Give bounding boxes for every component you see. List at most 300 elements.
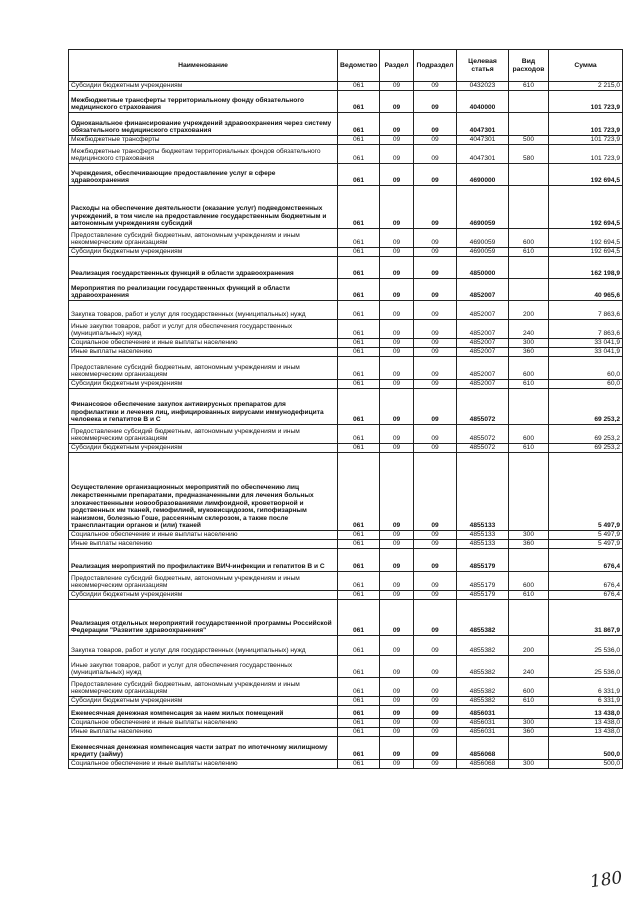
cell-sum: 101 723,9 (549, 113, 623, 136)
cell-subsection: 09 (414, 591, 457, 600)
cell-name: Предоставление субсидий бюджетным, автономным учреждениям и иным некоммерческим организациям (69, 678, 338, 697)
cell-expense-type (509, 257, 549, 279)
cell-department: 061 (338, 540, 380, 549)
cell-department: 061 (338, 91, 380, 113)
cell-sum: 5 497,9 (549, 531, 623, 540)
cell-department: 061 (338, 279, 380, 301)
cell-sum: 60,0 (549, 357, 623, 380)
cell-name: Социальное обеспечение и иные выплаты населению (69, 719, 338, 728)
cell-subsection: 09 (414, 760, 457, 769)
cell-section: 09 (380, 591, 414, 600)
cell-sum: 192 694,5 (549, 186, 623, 229)
cell-sum: 25 536,0 (549, 656, 623, 678)
cell-section: 09 (380, 348, 414, 357)
cell-department: 061 (338, 301, 380, 320)
cell-subsection: 09 (414, 719, 457, 728)
cell-expense-type: 600 (509, 678, 549, 697)
cell-target-article: 4856031 (457, 719, 509, 728)
cell-department: 061 (338, 728, 380, 737)
cell-target-article: 4690000 (457, 164, 509, 186)
cell-expense-type (509, 600, 549, 636)
table-row (69, 600, 623, 636)
cell-name: Межбюджетные трансферты территориальному фонду обязательного медицинского страхования (69, 91, 338, 113)
cell-section: 09 (380, 320, 414, 339)
cell-target-article: 4855382 (457, 600, 509, 636)
cell-name: Осуществление организационных мероприятий по обеспечению лиц лекарственными препаратами, предназначенными для лечения больных злокачественными новообразованиями лимфоидной, кроветворной и родственных им тканей, гемофилией, муковисцидозом, гипофизарным нанизмом, болезнью Гоше, рассеянным склерозом, а также после трансплантации органов и (или) тканей (69, 453, 338, 531)
cell-target-article: 4852007 (457, 301, 509, 320)
cell-section: 09 (380, 279, 414, 301)
cell-subsection: 09 (414, 229, 457, 248)
cell-target-article: 4855179 (457, 549, 509, 572)
cell-expense-type (509, 737, 549, 760)
cell-subsection: 09 (414, 728, 457, 737)
cell-subsection: 09 (414, 706, 457, 719)
cell-target-article: 4855382 (457, 678, 509, 697)
cell-subsection: 09 (414, 572, 457, 591)
cell-sum: 6 331,9 (549, 678, 623, 697)
cell-department: 061 (338, 636, 380, 656)
cell-subsection: 09 (414, 136, 457, 145)
cell-section: 09 (380, 380, 414, 389)
cell-name: Предоставление субсидий бюджетным, автономным учреждениям и иным некоммерческим организациям (69, 425, 338, 444)
cell-expense-type: 360 (509, 728, 549, 737)
cell-subsection: 09 (414, 357, 457, 380)
cell-department: 061 (338, 572, 380, 591)
cell-section: 09 (380, 339, 414, 348)
table-row (69, 549, 623, 572)
cell-sum: 162 198,9 (549, 257, 623, 279)
cell-subsection: 09 (414, 164, 457, 186)
cell-target-article: 4855179 (457, 572, 509, 591)
cell-department: 061 (338, 348, 380, 357)
cell-department: 061 (338, 656, 380, 678)
cell-expense-type: 610 (509, 591, 549, 600)
table-row (69, 339, 623, 348)
cell-sum: 101 723,9 (549, 91, 623, 113)
cell-subsection: 09 (414, 320, 457, 339)
cell-expense-type (509, 389, 549, 425)
cell-expense-type (509, 453, 549, 531)
cell-expense-type: 600 (509, 357, 549, 380)
table-row (69, 656, 623, 678)
cell-section: 09 (380, 678, 414, 697)
cell-department: 061 (338, 444, 380, 453)
table-row (69, 248, 623, 257)
table-row (69, 82, 623, 91)
cell-sum: 13 438,0 (549, 719, 623, 728)
cell-name: Реализация государственных функций в области здравоохранения (69, 257, 338, 279)
cell-sum: 69 253,2 (549, 425, 623, 444)
cell-expense-type (509, 164, 549, 186)
table-row (69, 760, 623, 769)
cell-section: 09 (380, 229, 414, 248)
cell-sum: 69 253,2 (549, 444, 623, 453)
table-row (69, 636, 623, 656)
table-row (69, 591, 623, 600)
cell-expense-type: 200 (509, 301, 549, 320)
cell-sum: 25 536,0 (549, 636, 623, 656)
cell-name: Учреждения, обеспечивающие предоставление услуг в сфере здравоохранения (69, 164, 338, 186)
cell-subsection: 09 (414, 339, 457, 348)
cell-subsection: 09 (414, 257, 457, 279)
cell-sum: 192 694,5 (549, 229, 623, 248)
cell-section: 09 (380, 136, 414, 145)
table-row (69, 719, 623, 728)
cell-name: Одноканальное финансирование учреждений здравоохранения через систему обязательного медицинского страхования (69, 113, 338, 136)
header-sum: Сумма (549, 50, 623, 82)
cell-section: 09 (380, 444, 414, 453)
cell-section: 09 (380, 600, 414, 636)
cell-expense-type: 200 (509, 636, 549, 656)
cell-section: 09 (380, 540, 414, 549)
cell-department: 061 (338, 136, 380, 145)
cell-target-article: 4852007 (457, 320, 509, 339)
cell-department: 061 (338, 389, 380, 425)
cell-name: Финансовое обеспечение закупок антивирусных препаратов для профилактики и лечения лиц, инфицированных вирусами иммунодефицита человека и гепатитов В и С (69, 389, 338, 425)
table-row (69, 444, 623, 453)
cell-expense-type: 610 (509, 82, 549, 91)
cell-target-article: 4852007 (457, 339, 509, 348)
table-body (69, 82, 623, 769)
cell-department: 061 (338, 357, 380, 380)
cell-name: Субсидии бюджетным учреждениям (69, 444, 338, 453)
cell-sum: 500,0 (549, 737, 623, 760)
cell-name: Мероприятия по реализации государственных функций в области здравоохранения (69, 279, 338, 301)
table-row (69, 136, 623, 145)
cell-expense-type: 240 (509, 656, 549, 678)
cell-target-article: 4690059 (457, 248, 509, 257)
cell-expense-type: 610 (509, 248, 549, 257)
cell-sum: 31 867,9 (549, 600, 623, 636)
cell-department: 061 (338, 164, 380, 186)
cell-section: 09 (380, 113, 414, 136)
cell-department: 061 (338, 549, 380, 572)
page-number: 180 (588, 867, 624, 893)
cell-expense-type: 360 (509, 348, 549, 357)
table-row (69, 697, 623, 706)
cell-expense-type: 500 (509, 136, 549, 145)
cell-expense-type: 610 (509, 380, 549, 389)
table-row (69, 357, 623, 380)
cell-subsection: 09 (414, 425, 457, 444)
cell-section: 09 (380, 719, 414, 728)
cell-subsection: 09 (414, 678, 457, 697)
cell-sum: 101 723,9 (549, 145, 623, 164)
cell-section: 09 (380, 697, 414, 706)
header-department: Ведомство (338, 50, 380, 82)
cell-sum: 676,4 (549, 591, 623, 600)
table-row (69, 113, 623, 136)
cell-section: 09 (380, 301, 414, 320)
cell-target-article: 4047301 (457, 136, 509, 145)
cell-department: 061 (338, 697, 380, 706)
cell-section: 09 (380, 357, 414, 380)
cell-name: Предоставление субсидий бюджетным, автономным учреждениям и иным некоммерческим организациям (69, 229, 338, 248)
cell-expense-type: 600 (509, 425, 549, 444)
cell-sum: 7 863,6 (549, 320, 623, 339)
cell-department: 061 (338, 719, 380, 728)
cell-subsection: 09 (414, 453, 457, 531)
cell-target-article: 0432023 (457, 82, 509, 91)
cell-name: Субсидии бюджетным учреждениям (69, 248, 338, 257)
cell-name: Ежемесячная денежная компенсация за наем жилых помещений (69, 706, 338, 719)
cell-department: 061 (338, 248, 380, 257)
cell-sum: 101 723,9 (549, 136, 623, 145)
cell-target-article: 4856068 (457, 760, 509, 769)
cell-department: 061 (338, 145, 380, 164)
header-subsection: Подраздел (414, 50, 457, 82)
cell-name: Иные выплаты населению (69, 540, 338, 549)
budget-document (68, 49, 623, 769)
table-row (69, 540, 623, 549)
cell-sum: 7 863,6 (549, 301, 623, 320)
table-row (69, 531, 623, 540)
cell-name: Закупка товаров, работ и услуг для государственных (муниципальных) нужд (69, 636, 338, 656)
cell-subsection: 09 (414, 540, 457, 549)
cell-target-article: 4856031 (457, 706, 509, 719)
cell-target-article: 4852007 (457, 279, 509, 301)
cell-name: Социальное обеспечение и иные выплаты населению (69, 760, 338, 769)
cell-target-article: 4690059 (457, 229, 509, 248)
cell-subsection: 09 (414, 737, 457, 760)
cell-target-article: 4047301 (457, 145, 509, 164)
cell-name: Реализация мероприятий по профилактике ВИЧ-инфекции и гепатитов В и С (69, 549, 338, 572)
cell-name: Субсидии бюджетным учреждениям (69, 380, 338, 389)
cell-sum: 13 438,0 (549, 728, 623, 737)
cell-subsection: 09 (414, 145, 457, 164)
cell-expense-type (509, 91, 549, 113)
cell-section: 09 (380, 549, 414, 572)
table-row (69, 389, 623, 425)
cell-name: Социальное обеспечение и иные выплаты населению (69, 531, 338, 540)
cell-sum: 5 497,9 (549, 453, 623, 531)
cell-department: 061 (338, 320, 380, 339)
table-row (69, 737, 623, 760)
cell-section: 09 (380, 257, 414, 279)
cell-name: Предоставление субсидий бюджетным, автономным учреждениям и иным некоммерческим организациям (69, 357, 338, 380)
header-name: Наименование (69, 50, 338, 82)
cell-section: 09 (380, 728, 414, 737)
table-row (69, 706, 623, 719)
cell-subsection: 09 (414, 697, 457, 706)
cell-expense-type (509, 279, 549, 301)
cell-section: 09 (380, 656, 414, 678)
cell-sum: 69 253,2 (549, 389, 623, 425)
cell-name: Расходы на обеспечение деятельности (оказание услуг) подведомственных учреждений, в том числе на предоставление государственным бюджетным и автономным учреждениям субсидий (69, 186, 338, 229)
cell-name: Реализация отдельных мероприятий государственной программы Российской Федерации "Развитие здравоохранения" (69, 600, 338, 636)
cell-target-article: 4855382 (457, 636, 509, 656)
cell-subsection: 09 (414, 82, 457, 91)
table-row (69, 301, 623, 320)
cell-expense-type: 300 (509, 339, 549, 348)
cell-target-article: 4855072 (457, 425, 509, 444)
cell-expense-type: 610 (509, 697, 549, 706)
cell-target-article: 4856068 (457, 737, 509, 760)
cell-sum: 60,0 (549, 380, 623, 389)
cell-target-article: 4850000 (457, 257, 509, 279)
cell-subsection: 09 (414, 248, 457, 257)
cell-name: Иные выплаты населению (69, 728, 338, 737)
cell-department: 061 (338, 425, 380, 444)
cell-sum: 5 497,9 (549, 540, 623, 549)
cell-department: 061 (338, 600, 380, 636)
cell-subsection: 09 (414, 389, 457, 425)
cell-name: Межбюджетные трансферты (69, 136, 338, 145)
header-expense-type: Вид расходов (509, 50, 549, 82)
cell-section: 09 (380, 91, 414, 113)
cell-expense-type: 300 (509, 760, 549, 769)
cell-department: 061 (338, 531, 380, 540)
cell-expense-type: 600 (509, 229, 549, 248)
cell-expense-type: 300 (509, 719, 549, 728)
cell-subsection: 09 (414, 636, 457, 656)
cell-subsection: 09 (414, 91, 457, 113)
cell-target-article: 4040000 (457, 91, 509, 113)
cell-target-article: 4855133 (457, 531, 509, 540)
cell-sum: 40 965,6 (549, 279, 623, 301)
cell-subsection: 09 (414, 380, 457, 389)
cell-sum: 192 694,5 (549, 164, 623, 186)
table-row (69, 279, 623, 301)
cell-name: Субсидии бюджетным учреждениям (69, 82, 338, 91)
cell-department: 061 (338, 678, 380, 697)
cell-section: 09 (380, 425, 414, 444)
table-row (69, 229, 623, 248)
table-row (69, 257, 623, 279)
cell-expense-type: 300 (509, 531, 549, 540)
cell-sum: 676,4 (549, 572, 623, 591)
cell-expense-type: 240 (509, 320, 549, 339)
cell-target-article: 4855382 (457, 656, 509, 678)
cell-target-article: 4855072 (457, 444, 509, 453)
cell-section: 09 (380, 706, 414, 719)
cell-subsection: 09 (414, 600, 457, 636)
table-row (69, 453, 623, 531)
cell-subsection: 09 (414, 656, 457, 678)
cell-section: 09 (380, 164, 414, 186)
cell-subsection: 09 (414, 113, 457, 136)
table-row (69, 91, 623, 113)
cell-department: 061 (338, 186, 380, 229)
cell-target-article: 4855179 (457, 591, 509, 600)
cell-subsection: 09 (414, 301, 457, 320)
cell-name: Иные выплаты населению (69, 348, 338, 357)
cell-expense-type: 360 (509, 540, 549, 549)
cell-department: 061 (338, 339, 380, 348)
cell-subsection: 09 (414, 549, 457, 572)
cell-sum: 33 041,9 (549, 348, 623, 357)
cell-section: 09 (380, 636, 414, 656)
cell-section: 09 (380, 453, 414, 531)
cell-sum: 676,4 (549, 549, 623, 572)
cell-subsection: 09 (414, 348, 457, 357)
cell-target-article: 4855382 (457, 697, 509, 706)
table-row (69, 145, 623, 164)
cell-name: Субсидии бюджетным учреждениям (69, 697, 338, 706)
cell-department: 061 (338, 706, 380, 719)
cell-expense-type: 580 (509, 145, 549, 164)
cell-section: 09 (380, 186, 414, 229)
cell-department: 061 (338, 591, 380, 600)
cell-name: Иные закупки товаров, работ и услуг для обеспечения государственных (муниципальных) нужд (69, 656, 338, 678)
cell-sum: 33 041,9 (549, 339, 623, 348)
cell-target-article: 4856031 (457, 728, 509, 737)
table-row (69, 380, 623, 389)
cell-section: 09 (380, 248, 414, 257)
cell-name: Субсидии бюджетным учреждениям (69, 591, 338, 600)
cell-expense-type (509, 113, 549, 136)
cell-department: 061 (338, 737, 380, 760)
cell-name: Предоставление субсидий бюджетным, автономным учреждениям и иным некоммерческим организациям (69, 572, 338, 591)
cell-name: Социальное обеспечение и иные выплаты населению (69, 339, 338, 348)
cell-name: Межбюджетные трансферты бюджетам территориальных фондов обязательного медицинского страхования (69, 145, 338, 164)
cell-expense-type: 610 (509, 444, 549, 453)
cell-target-article: 4690059 (457, 186, 509, 229)
cell-section: 09 (380, 760, 414, 769)
cell-name: Ежемесячная денежная компенсация части затрат по ипотечному жилищному кредиту (займу) (69, 737, 338, 760)
cell-subsection: 09 (414, 279, 457, 301)
table-row (69, 320, 623, 339)
header-target-article: Целевая статья (457, 50, 509, 82)
table-row (69, 348, 623, 357)
cell-department: 061 (338, 453, 380, 531)
cell-sum: 500,0 (549, 760, 623, 769)
cell-department: 061 (338, 257, 380, 279)
cell-department: 061 (338, 380, 380, 389)
cell-target-article: 4855072 (457, 389, 509, 425)
cell-target-article: 4852007 (457, 357, 509, 380)
table-row (69, 164, 623, 186)
cell-sum: 192 694,5 (549, 248, 623, 257)
cell-expense-type (509, 706, 549, 719)
table-header-row (69, 50, 623, 82)
cell-section: 09 (380, 82, 414, 91)
cell-sum: 13 438,0 (549, 706, 623, 719)
table-row (69, 678, 623, 697)
cell-target-article: 4855133 (457, 540, 509, 549)
cell-section: 09 (380, 737, 414, 760)
budget-table (68, 49, 623, 769)
cell-expense-type (509, 549, 549, 572)
table-row (69, 572, 623, 591)
cell-sum: 2 215,0 (549, 82, 623, 91)
cell-department: 061 (338, 760, 380, 769)
cell-section: 09 (380, 531, 414, 540)
header-section: Раздел (380, 50, 414, 82)
cell-department: 061 (338, 113, 380, 136)
cell-sum: 6 331,9 (549, 697, 623, 706)
table-row (69, 425, 623, 444)
cell-subsection: 09 (414, 531, 457, 540)
cell-section: 09 (380, 145, 414, 164)
cell-target-article: 4047301 (457, 113, 509, 136)
cell-expense-type: 600 (509, 572, 549, 591)
cell-target-article: 4852007 (457, 348, 509, 357)
table-row (69, 728, 623, 737)
cell-name: Иные закупки товаров, работ и услуг для обеспечения государственных (муниципальных) нужд (69, 320, 338, 339)
cell-department: 061 (338, 82, 380, 91)
cell-name: Закупка товаров, работ и услуг для государственных (муниципальных) нужд (69, 301, 338, 320)
table-row (69, 186, 623, 229)
cell-target-article: 4852007 (457, 380, 509, 389)
cell-expense-type (509, 186, 549, 229)
cell-section: 09 (380, 572, 414, 591)
cell-subsection: 09 (414, 444, 457, 453)
cell-section: 09 (380, 389, 414, 425)
cell-subsection: 09 (414, 186, 457, 229)
cell-department: 061 (338, 229, 380, 248)
cell-target-article: 4855133 (457, 453, 509, 531)
